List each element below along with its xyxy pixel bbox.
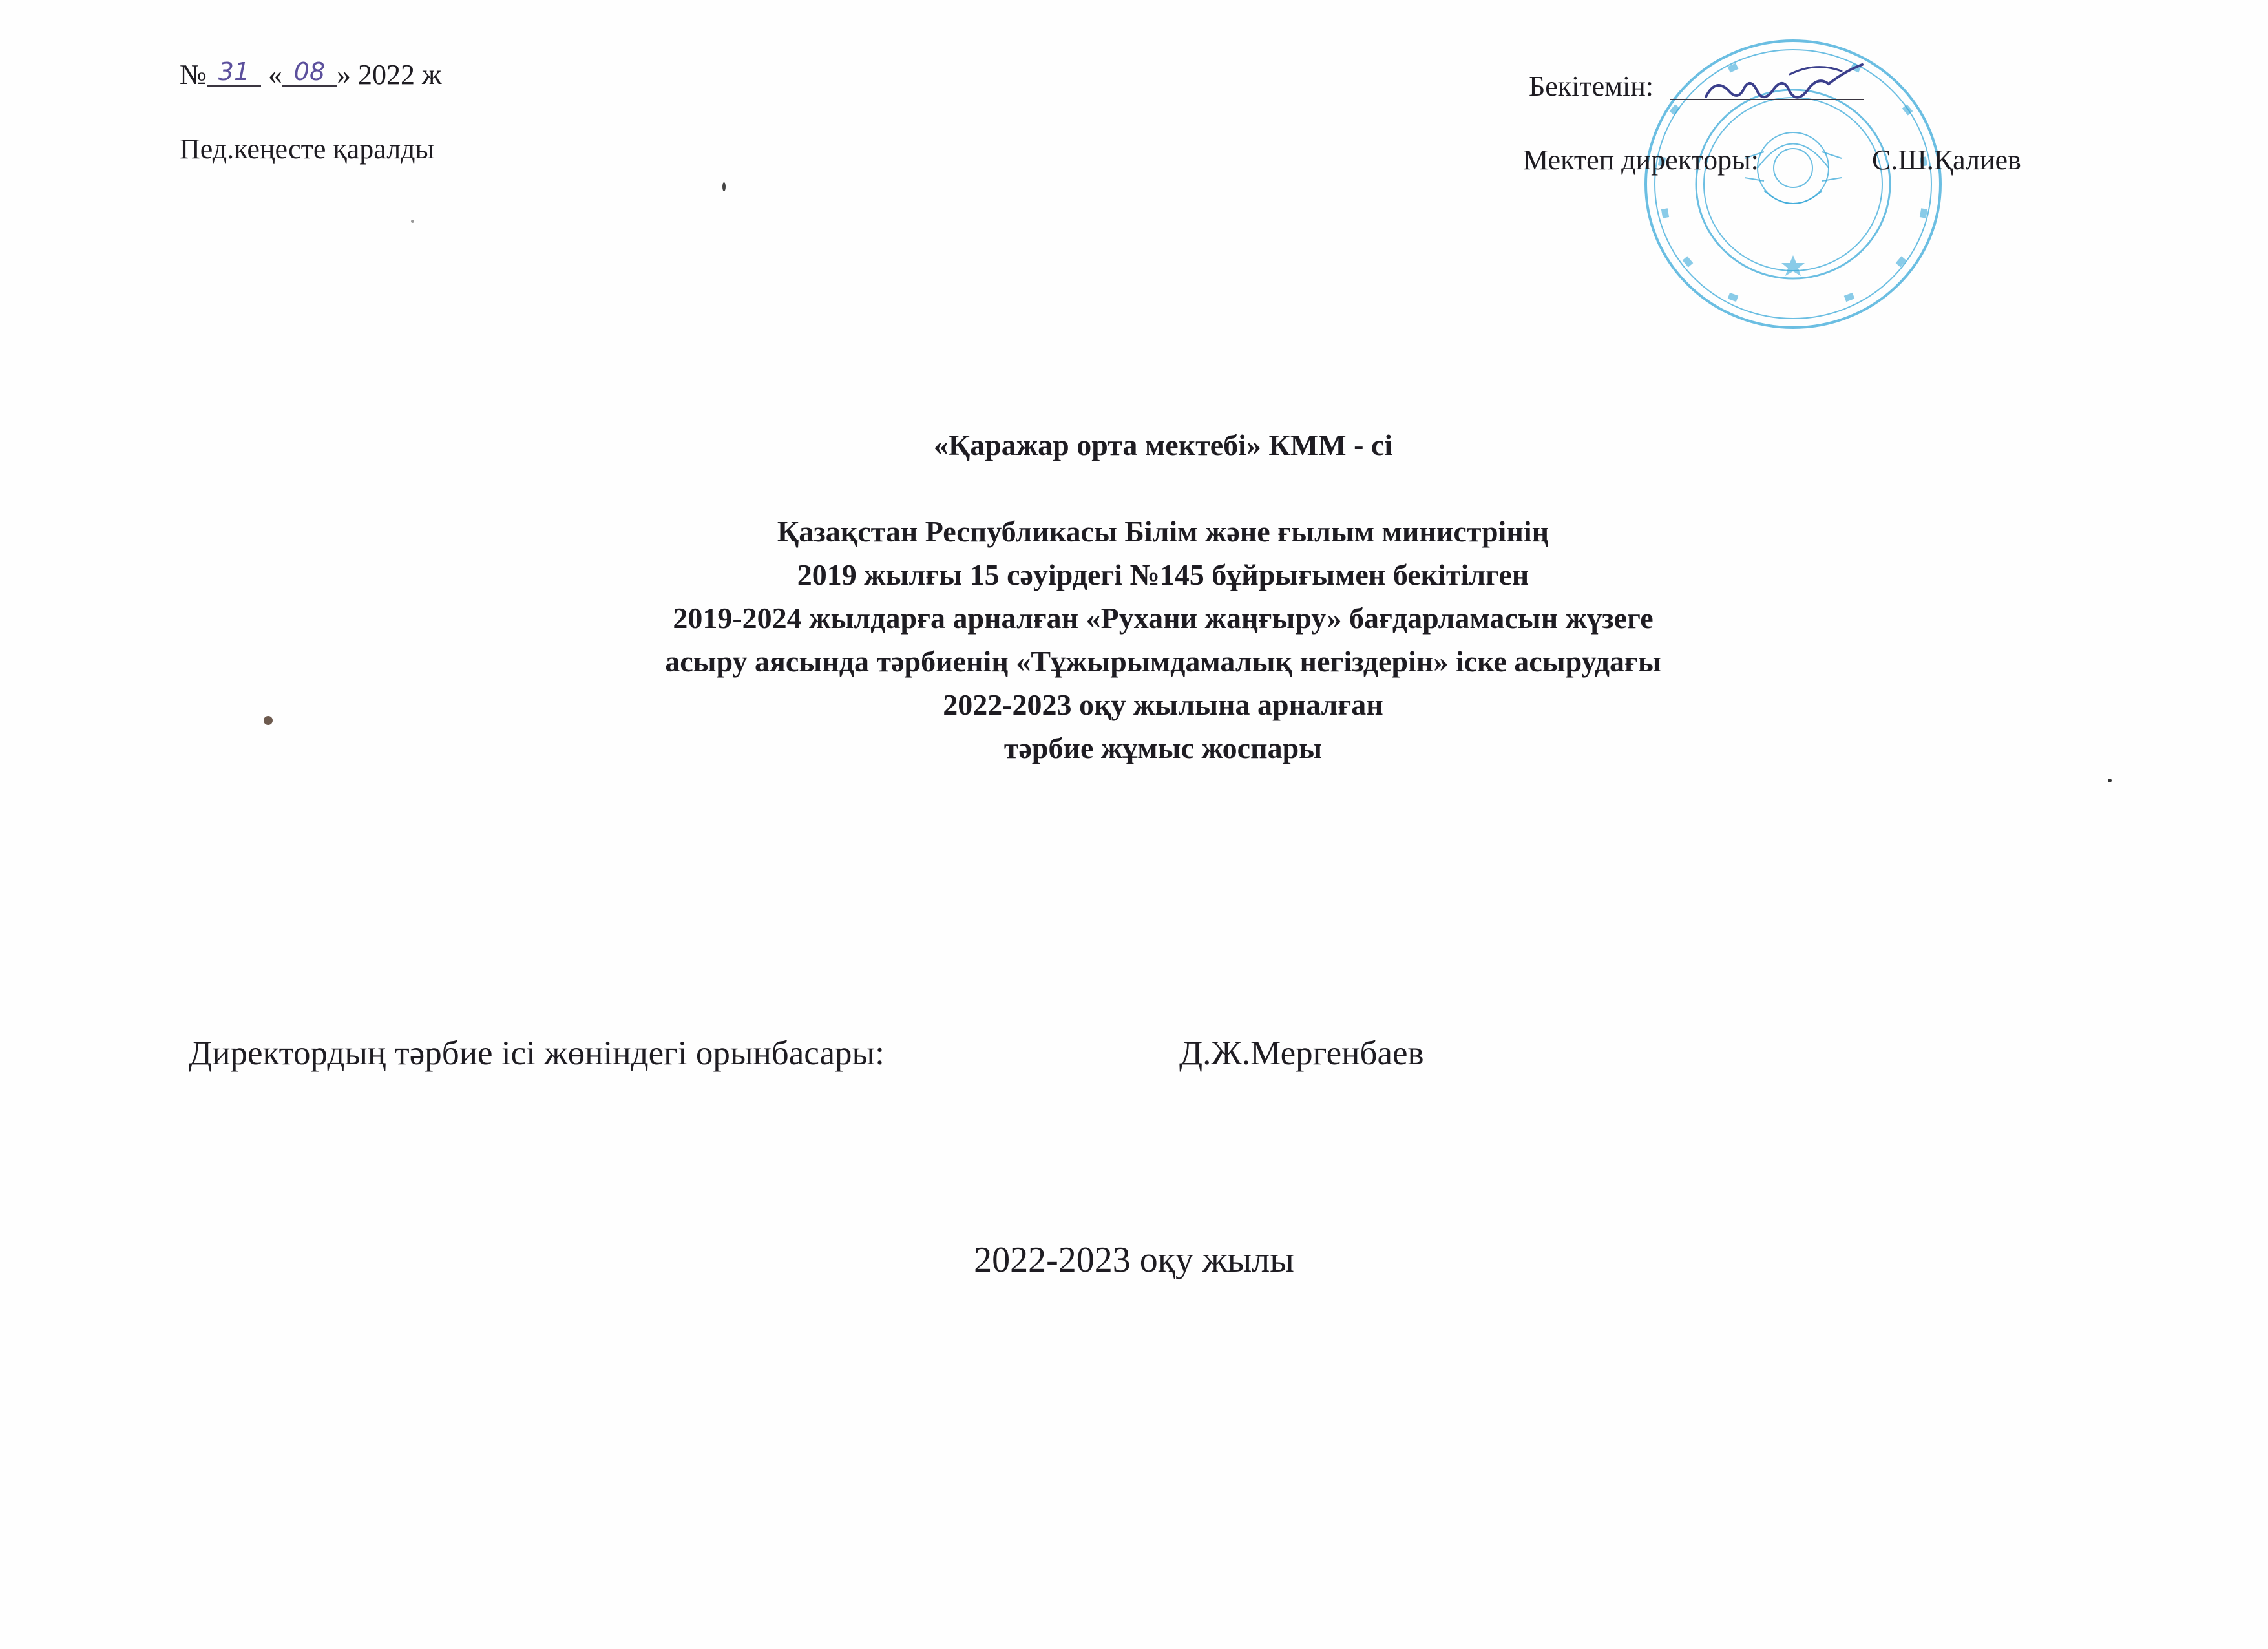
scan-speck xyxy=(411,220,414,223)
plan-name-heading: тәрбие жұмыс жоспары xyxy=(1003,731,1323,764)
approve-label: Бекітемін: xyxy=(1529,70,1654,102)
signature-line xyxy=(1670,99,1864,100)
title-line: 2019-2024 жылдарға арналған «Рухани жаңғыру» бағдарламасын жүзеге xyxy=(673,602,1654,635)
title-line: 2019 жылғы 15 сәуірдегі №145 бұйрығымен бекітілген xyxy=(797,558,1529,591)
quote-open: « xyxy=(268,59,282,90)
protocol-number-line xyxy=(180,58,441,91)
academic-year: 2022-2023 оқу жылы xyxy=(974,1240,1294,1280)
director-signature xyxy=(1693,52,1867,116)
title-line: 2022-2023 оқу жылына арналған xyxy=(943,688,1383,721)
year-suffix: » 2022 ж xyxy=(336,59,442,90)
considered-at-council: Пед.кеңесте қаралды xyxy=(180,133,435,165)
school-director-name: С.Ш.Қалиев xyxy=(1872,144,2021,176)
number-sign: № xyxy=(180,59,207,90)
title-spacer xyxy=(323,467,2003,510)
deputy-director-name: Д.Ж.Мергенбаев xyxy=(1179,1035,1424,1072)
handwritten-protocol-number: 31 xyxy=(207,59,261,87)
school-name-heading: «Қаражар орта мектебі» КММ - сі xyxy=(933,428,1393,461)
title-line: асыру аясында тәрбиенің «Тұжырымдамалық негіздерін» іске асырудағы xyxy=(665,645,1661,678)
school-director-label: Мектеп директоры: xyxy=(1523,144,1759,176)
plan-title-block xyxy=(323,423,2003,770)
scan-speck xyxy=(264,716,273,725)
title-line: Қазақстан Республикасы Білім және ғылым министрінің xyxy=(777,515,1549,548)
deputy-director-label: Директордың тәрбие ісі жөніндегі орынбасары: xyxy=(189,1035,885,1072)
scan-speck xyxy=(722,182,726,191)
handwritten-month: 08 xyxy=(282,59,337,87)
scan-speck xyxy=(2108,779,2112,782)
